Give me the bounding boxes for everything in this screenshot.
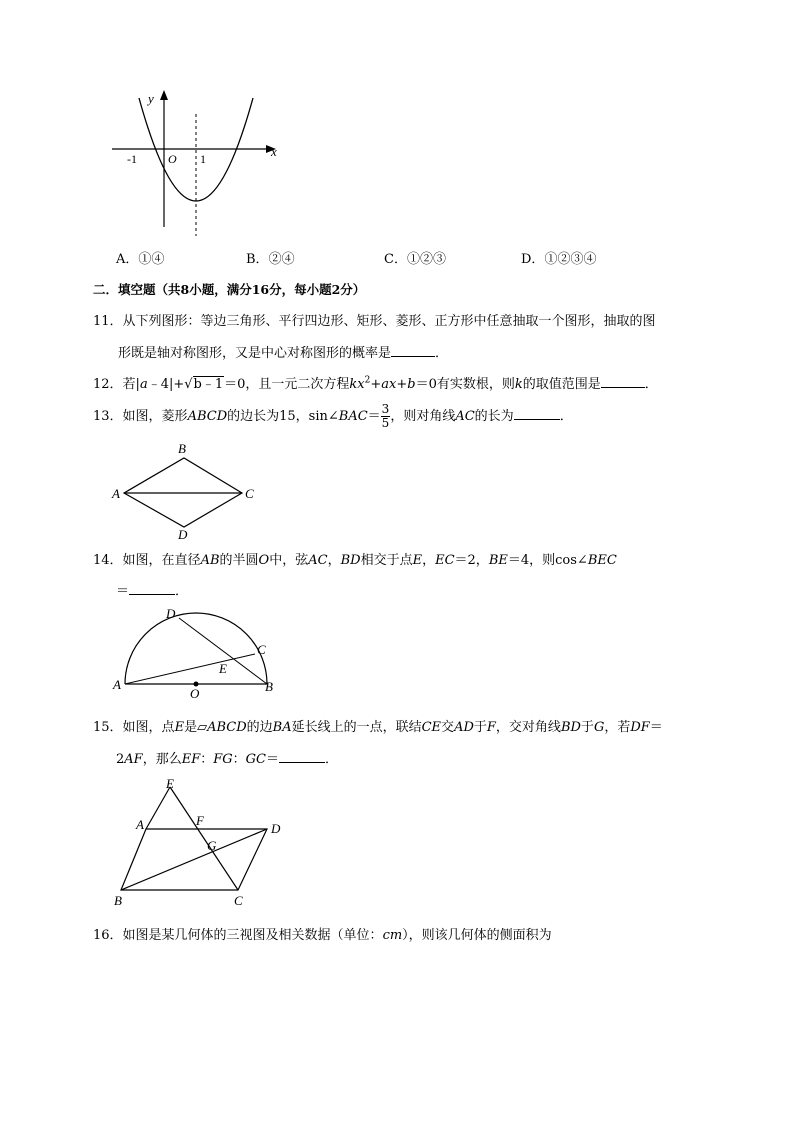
section-heading: 二．填空题（共8小题，满分16分，每小题2分） (93, 282, 366, 297)
q16-text: ），则该几何体的侧面积为 (402, 928, 552, 943)
q13-text: 的长为 (474, 409, 514, 424)
q12-var-ax: ax (381, 377, 397, 392)
option-d-text: ①②③④ (544, 252, 597, 267)
question-text: ＝ (266, 752, 280, 767)
option-b[interactable] (246, 248, 295, 267)
q11-answer-blank[interactable] (391, 344, 435, 357)
label-a: A (112, 486, 120, 501)
q12-var-kx: kx (349, 377, 365, 392)
question-14-line2 (116, 580, 188, 599)
question-text: 相交于点 (360, 553, 413, 568)
q13-answer-blank[interactable] (514, 407, 560, 420)
q16-number: 16． (93, 928, 123, 943)
question-text: 中，弦 (269, 553, 309, 568)
math-variable: EC (435, 553, 455, 568)
math-variable: O (258, 553, 270, 568)
question-text: 是▱ (184, 720, 208, 735)
q12-text: + (396, 377, 408, 392)
question-11-line2 (118, 342, 448, 361)
q13-var-abcd: ABCD (187, 409, 228, 424)
q13-text: 如图，菱形 (122, 409, 188, 424)
label-e: E (166, 776, 174, 791)
math-variable: BEC (587, 553, 617, 568)
segment-ec (170, 787, 238, 890)
math-variable: AD (454, 720, 474, 735)
question-text: ： (232, 752, 246, 767)
question-text: ，那么 (142, 752, 182, 767)
label-d: D (178, 527, 188, 542)
question-13 (93, 401, 573, 433)
q13-var-ac: AC (455, 409, 475, 424)
question-text: 延长线上的一点，联结 (291, 720, 422, 735)
q15-number: 15． (93, 720, 123, 735)
q12-text: + (370, 377, 382, 392)
label-e: E (219, 661, 227, 676)
option-d-letter: D． (521, 252, 545, 267)
q12-var-b: b (407, 377, 416, 392)
q13-var-bac: BAC (338, 409, 368, 424)
q12-text: ＝0有实数根，则 (415, 377, 515, 392)
q12-text: ＝0，且一元二次方程 (224, 377, 350, 392)
q12-text: ﹣4|+ (147, 377, 185, 392)
question-text: ， (327, 553, 341, 568)
q13-end: ． (559, 409, 573, 424)
question-text: ＝2， (454, 553, 489, 568)
question-text: ＝ (649, 720, 663, 735)
label-f: F (196, 813, 204, 828)
y-axis-label: y (148, 91, 154, 106)
q14-number: 14． (93, 553, 123, 568)
question-text: 于 (580, 720, 594, 735)
label-c: C (257, 642, 266, 657)
label-c: C (234, 893, 243, 908)
label-a: A (113, 677, 121, 692)
math-variable: FG (213, 752, 233, 767)
option-d[interactable] (521, 248, 596, 267)
question-text: ， (422, 553, 436, 568)
math-variable: BA (272, 720, 292, 735)
math-variable: GC (245, 752, 267, 767)
q12-text: 若| (122, 377, 140, 392)
question-text: ： (200, 752, 214, 767)
question-15-line2 (116, 748, 338, 767)
q13-text: 的边长为15，sin∠ (227, 409, 339, 424)
label-b: B (178, 441, 186, 456)
q16-text: 如图是某几何体的三视图及相关数据（单位： (122, 928, 383, 943)
label-d: D (166, 606, 176, 621)
math-variable: BD (340, 553, 361, 568)
q15-line1 (123, 720, 663, 735)
q15-line2 (116, 752, 279, 767)
label-b: B (114, 893, 122, 908)
label-b: B (265, 679, 273, 694)
q11-line2: 形既是轴对称图形，又是中心对称图形的概率是 (118, 346, 392, 361)
q14-equals: ＝ (116, 584, 130, 599)
q13-number: 13． (93, 409, 123, 424)
option-c[interactable] (384, 248, 446, 267)
q11-line1: 从下列图形：等边三角形、平行四边形、矩形、菱形、正方形中任意抽取一个图形，抽取的图 (122, 314, 656, 329)
question-text: ＝4，则cos∠ (507, 553, 588, 568)
label-a: A (136, 817, 144, 832)
q11-number: 11． (93, 314, 123, 329)
question-16 (93, 924, 552, 943)
math-variable: AC (308, 553, 328, 568)
question-text: ，若 (604, 720, 631, 735)
question-11 (93, 310, 656, 329)
chord-ac (125, 654, 255, 684)
semicircle-arc (125, 613, 267, 684)
q12-sqrt-sign: √ (184, 377, 193, 392)
q14-end: ． (175, 584, 189, 599)
math-variable: EF (181, 752, 201, 767)
q12-answer-blank[interactable] (601, 375, 645, 388)
question-text: 如图，点 (122, 720, 175, 735)
question-text: 2 (116, 752, 125, 767)
question-text: ，交对角线 (495, 720, 561, 735)
q15-answer-blank[interactable] (279, 750, 325, 763)
q12-exponent: 2 (364, 375, 371, 386)
option-c-text: ①②③ (406, 252, 446, 267)
question-text: 如图，在直径 (122, 553, 201, 568)
option-c-letter: C． (384, 252, 407, 267)
q12-end: ． (644, 377, 658, 392)
q15-end: ． (325, 752, 339, 767)
question-text: 于 (473, 720, 487, 735)
segment-ea (146, 787, 170, 829)
option-a-letter: A． (116, 252, 139, 267)
tick-label-neg1: -1 (127, 152, 137, 166)
diagonal-bd (121, 829, 267, 890)
math-variable: E (412, 553, 423, 568)
q12-var-a: a (139, 377, 148, 392)
question-15 (93, 716, 663, 735)
q12-sqrt-content: b﹣1 (193, 377, 224, 392)
q16-unit: cm (382, 928, 403, 943)
q13-fraction-numerator: 3 (381, 402, 390, 416)
math-variable: CE (421, 720, 442, 735)
option-a-text: ①④ (138, 252, 165, 267)
tick-label-1: 1 (200, 152, 206, 166)
origin-label: O (168, 152, 177, 166)
parabola-graph (108, 86, 288, 242)
q14-answer-blank[interactable] (129, 582, 175, 595)
math-variable: F (486, 720, 496, 735)
q13-fraction (381, 403, 391, 430)
math-variable: DF (630, 720, 650, 735)
question-text: 交 (441, 720, 455, 735)
q13-text: ，则对角线 (390, 409, 456, 424)
option-b-text: ②④ (268, 252, 295, 267)
label-g: G (207, 838, 217, 853)
q12-text: 的取值范围是 (522, 377, 601, 392)
option-b-letter: B． (246, 252, 269, 267)
label-d: D (271, 821, 281, 836)
q12-var-k: k (514, 377, 523, 392)
q14-line1 (123, 553, 617, 568)
parallelogram-figure (108, 776, 290, 908)
question-text: 的半圆 (219, 553, 259, 568)
math-variable: AB (200, 553, 220, 568)
math-variable: BD (560, 720, 581, 735)
math-variable: AF (124, 752, 143, 767)
q13-text: ＝ (367, 409, 381, 424)
q11-end: ． (435, 346, 449, 361)
y-axis-arrow (160, 90, 168, 100)
label-o: O (190, 686, 200, 700)
math-variable: E (174, 720, 185, 735)
q13-fraction-denominator: 5 (381, 416, 390, 430)
semicircle-figure (108, 604, 286, 700)
question-14 (93, 549, 617, 568)
rhombus-figure (108, 438, 268, 542)
option-a[interactable] (116, 248, 164, 267)
math-variable: BE (488, 553, 508, 568)
q12-number: 12． (93, 377, 123, 392)
label-c: C (245, 486, 254, 501)
math-variable: ABCD (207, 720, 247, 735)
x-axis-label: x (271, 144, 277, 159)
question-text: 的边 (246, 720, 273, 735)
question-12 (93, 373, 658, 392)
math-variable: G (593, 720, 605, 735)
